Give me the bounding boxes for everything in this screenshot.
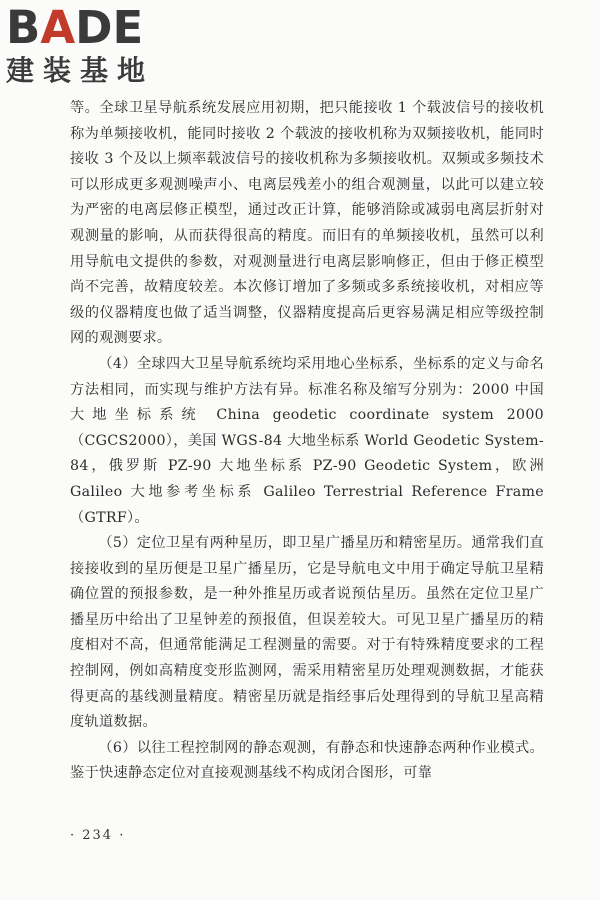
page-number: · 234 ·: [70, 828, 126, 843]
bade-logo: [6, 1, 186, 90]
paragraph-item-5: （5）定位卫星有两种星历，即卫星广播星历和精密星历。通常我们直接接收到的星历便是卫星广播星历，它是导航电文中用于确定导航卫星精确位置的预报参数，是一种外推星历或者说预估星历。虽然在定位卫星广播星历中给出了卫星钟差的预报值，但误差较大。可见卫星广播星历的精度相对不高，但通常能满足工程测量的需要。对于有特殊精度要求的工程控制网，例如高精度变形监测网，需采用精密星历处理观测数据，才能获得更高的基线测量精度。精密星历就是指经事后处理得到的导航卫星高精度轨道数据。: [70, 535, 544, 731]
logo-subtitle: 建装基地: [6, 54, 155, 87]
paragraph-item-4: （4）全球四大卫星导航系统均采用地心坐标系，坐标系的定义与命名方法相同，而实现与维护方法有异。标准名称及缩写分别为：2000 中国大地坐标系统 China geodetic coordinate system 2000（CGCS2000），美国 WGS-84 大地坐标系 World Geodetic System-84，俄罗斯 PZ-90 大地坐标系 PZ-90 Geodetic System，欧洲 Galileo 大地参考坐标系 Galileo Terrestrial Reference Frame（GTRF）。: [70, 355, 544, 526]
paragraph-continued: 等。全球卫星导航系统发展应用初期，把只能接收 1 个载波信号的接收机称为单频接收机，能同时接收 2 个载波的接收机称为双频接收机，能同时接收 3 个及以上频率载波信号的接收机称为多频接收机。双频或多频技术可以形成更多观测噪声小、电离层残差小的组合观测量，以此可以建立较为严密的电离层修正模型，通过改正计算，能够消除或减弱电离层折射对观测量的影响，从而获得很高的精度。而旧有的单频接收机，虽然可以利用导航电文提供的参数，对观测量进行电离层影响修正，但由于修正模型尚不完善，故精度较差。本次修订增加了多频或多系统接收机，对相应等级的仪器精度也做了适当调整，仪器精度提高后更容易满足相应等级控制网的观测要求。: [70, 100, 544, 347]
logo-wordmark: BADE: [6, 1, 144, 54]
page-body: [70, 96, 544, 787]
paragraph-item-6: （6）以往工程控制网的静态观测，有静态和快速静态两种作业模式。鉴于快速静态定位对直接观测基线不构成闭合图形，可靠: [70, 739, 544, 782]
